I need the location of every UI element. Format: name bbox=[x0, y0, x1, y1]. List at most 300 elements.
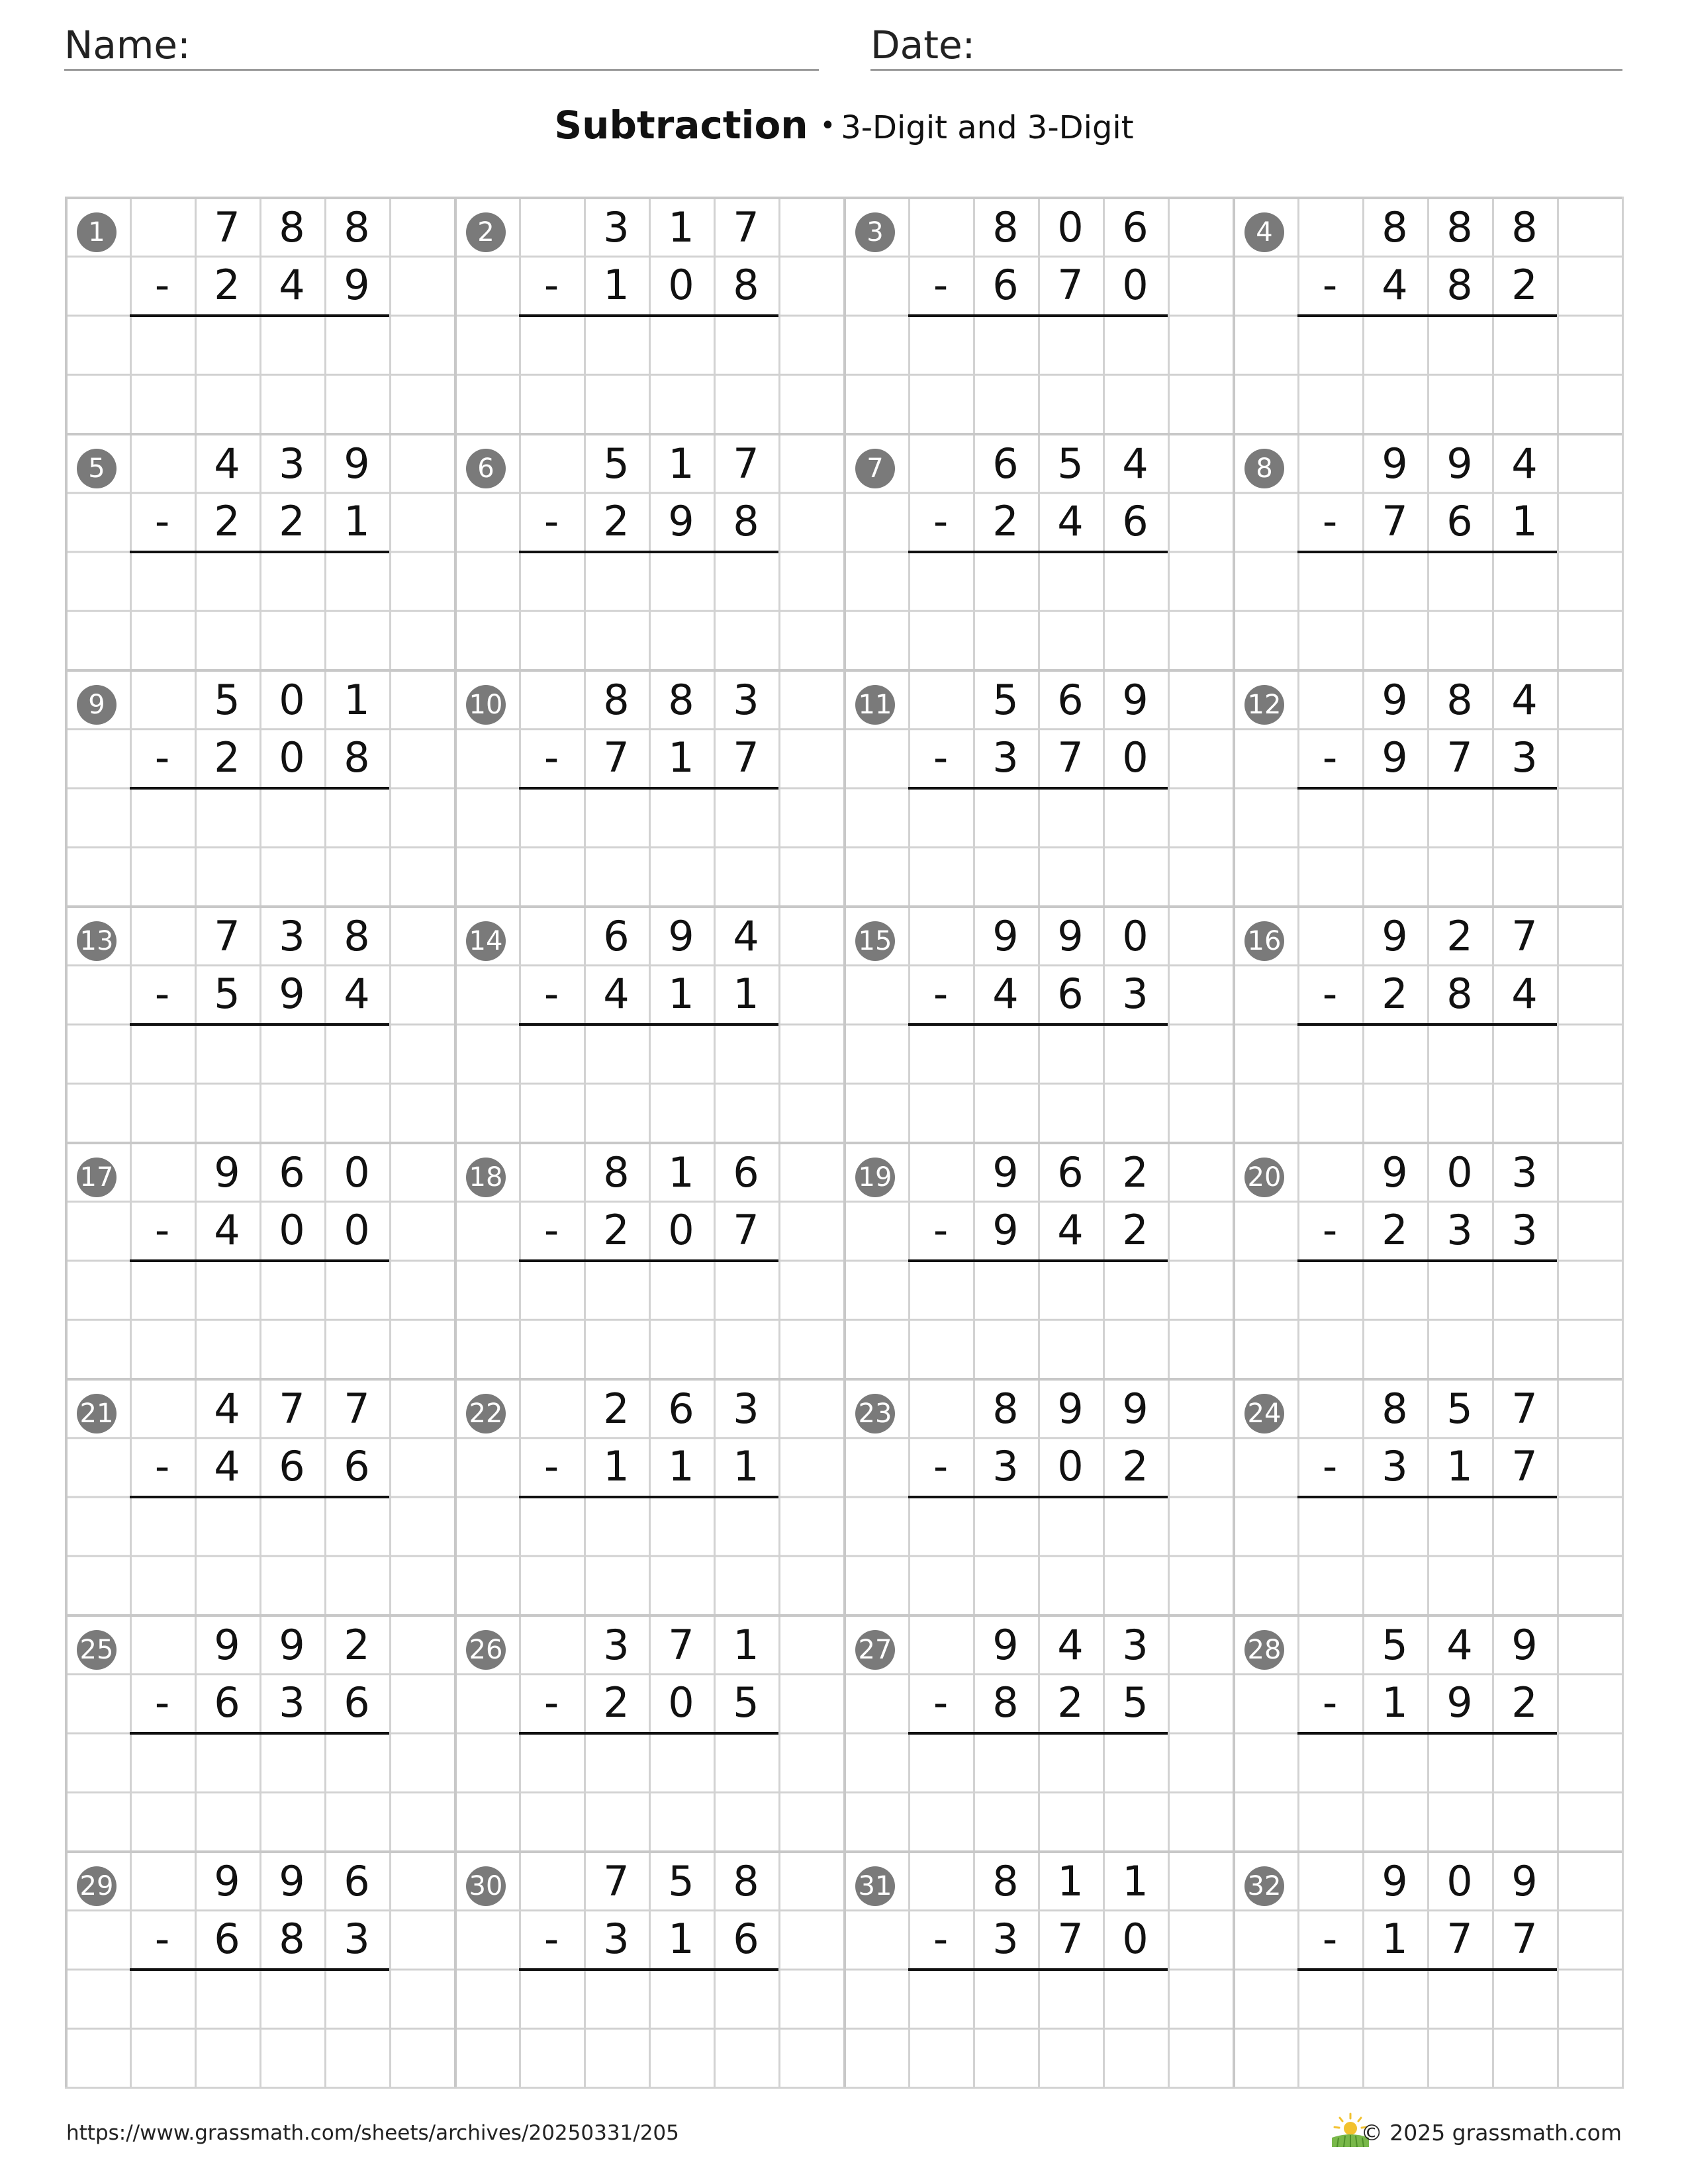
answer-line bbox=[519, 1968, 778, 1971]
answer-line bbox=[519, 551, 778, 553]
minuend-digit: 9 bbox=[214, 1857, 240, 1905]
answer-line bbox=[519, 314, 778, 317]
subtrahend-digit: 9 bbox=[1382, 733, 1408, 782]
subtrahend-digit: 3 bbox=[992, 1915, 1019, 1964]
minus-sign: - bbox=[543, 1915, 559, 1964]
problem-number-badge: 23 bbox=[855, 1394, 895, 1433]
minus-sign: - bbox=[933, 733, 949, 782]
subtrahend-digit: 4 bbox=[279, 261, 305, 310]
subtrahend-digit: 8 bbox=[733, 497, 759, 546]
subtrahend-digit: 6 bbox=[992, 261, 1019, 310]
minuend-digit: 4 bbox=[214, 1385, 240, 1433]
subtrahend-digit: 8 bbox=[733, 261, 759, 310]
subtrahend-digit: 3 bbox=[1511, 733, 1538, 782]
subtrahend-digit: 1 bbox=[733, 1442, 759, 1491]
subtrahend-digit: 7 bbox=[733, 1206, 759, 1255]
problem-number-badge: 6 bbox=[466, 449, 506, 488]
subtrahend-digit: 2 bbox=[1057, 1678, 1084, 1727]
answer-line bbox=[1297, 1968, 1557, 1971]
subtrahend-digit: 1 bbox=[1511, 497, 1538, 546]
problem-30 bbox=[454, 1850, 843, 2087]
minuend-digit: 0 bbox=[1446, 1857, 1473, 1905]
answer-line bbox=[130, 551, 389, 553]
answer-line bbox=[1297, 787, 1557, 790]
minuend-digit: 6 bbox=[1122, 203, 1149, 251]
minuend-digit: 0 bbox=[1446, 1148, 1473, 1197]
minuend-digit: 8 bbox=[279, 203, 305, 251]
subtrahend-digit: 6 bbox=[1057, 970, 1084, 1019]
subtrahend-digit: 7 bbox=[1382, 497, 1408, 546]
problem-number-badge: 8 bbox=[1244, 449, 1284, 488]
answer-line bbox=[519, 787, 778, 790]
problem-number-badge: 13 bbox=[77, 921, 117, 961]
subtrahend-digit: 2 bbox=[603, 1206, 630, 1255]
minuend-digit: 9 bbox=[1382, 1148, 1408, 1197]
title-bullet: • bbox=[820, 111, 836, 141]
minuend-digit: 0 bbox=[1122, 912, 1149, 960]
answer-line bbox=[519, 1023, 778, 1026]
minuend-digit: 0 bbox=[279, 676, 305, 724]
problem-11 bbox=[843, 669, 1233, 905]
minus-sign: - bbox=[1322, 1206, 1338, 1255]
subtrahend-digit: 2 bbox=[1382, 970, 1408, 1019]
subtrahend-digit: 4 bbox=[214, 1206, 240, 1255]
problem-2 bbox=[454, 197, 843, 433]
minus-sign: - bbox=[1322, 1915, 1338, 1964]
problem-number-badge: 1 bbox=[77, 212, 117, 252]
subtrahend-digit: 9 bbox=[668, 497, 694, 546]
problem-number-badge: 26 bbox=[466, 1630, 506, 1670]
subtrahend-digit: 5 bbox=[733, 1678, 759, 1727]
problem-25 bbox=[65, 1614, 454, 1850]
problem-number-badge: 29 bbox=[77, 1866, 117, 1906]
minuend-digit: 9 bbox=[1382, 676, 1408, 724]
subtrahend-digit: 4 bbox=[603, 970, 630, 1019]
minus-sign: - bbox=[154, 1442, 170, 1491]
problem-number-badge: 22 bbox=[466, 1394, 506, 1433]
subtrahend-digit: 0 bbox=[344, 1206, 370, 1255]
problem-number-badge: 10 bbox=[466, 685, 506, 725]
answer-line bbox=[1297, 314, 1557, 317]
minuend-digit: 8 bbox=[992, 1857, 1019, 1905]
subtrahend-digit: 3 bbox=[279, 1678, 305, 1727]
answer-line bbox=[908, 314, 1168, 317]
name-field[interactable] bbox=[64, 20, 819, 71]
problem-28 bbox=[1233, 1614, 1622, 1850]
minuend-digit: 7 bbox=[733, 203, 759, 251]
problem-14 bbox=[454, 905, 843, 1142]
problem-number-badge: 11 bbox=[855, 685, 895, 725]
minuend-digit: 2 bbox=[1446, 912, 1473, 960]
subtrahend-digit: 2 bbox=[1122, 1442, 1149, 1491]
minuend-digit: 8 bbox=[1446, 676, 1473, 724]
problem-18 bbox=[454, 1142, 843, 1378]
minus-sign: - bbox=[1322, 1442, 1338, 1491]
minus-sign: - bbox=[933, 970, 949, 1019]
minus-sign: - bbox=[543, 1442, 559, 1491]
minuend-digit: 5 bbox=[603, 439, 630, 488]
minuend-digit: 8 bbox=[344, 912, 370, 960]
subtrahend-digit: 8 bbox=[279, 1915, 305, 1964]
subtrahend-digit: 1 bbox=[668, 1442, 694, 1491]
minuend-digit: 1 bbox=[668, 439, 694, 488]
minuend-digit: 9 bbox=[279, 1621, 305, 1669]
minuend-digit: 8 bbox=[1382, 203, 1408, 251]
minus-sign: - bbox=[1322, 261, 1338, 310]
minuend-digit: 4 bbox=[1122, 439, 1149, 488]
subtrahend-digit: 0 bbox=[668, 1206, 694, 1255]
minuend-digit: 4 bbox=[1446, 1621, 1473, 1669]
subtrahend-digit: 1 bbox=[1382, 1678, 1408, 1727]
answer-line bbox=[1297, 551, 1557, 553]
minus-sign: - bbox=[154, 1915, 170, 1964]
subtrahend-digit: 7 bbox=[1057, 1915, 1084, 1964]
problem-27 bbox=[843, 1614, 1233, 1850]
problem-number-badge: 31 bbox=[855, 1866, 895, 1906]
minuend-digit: 6 bbox=[733, 1148, 759, 1197]
problem-number-badge: 17 bbox=[77, 1158, 117, 1197]
minus-sign: - bbox=[1322, 497, 1338, 546]
minuend-digit: 8 bbox=[992, 1385, 1019, 1433]
subtrahend-digit: 0 bbox=[1122, 261, 1149, 310]
problem-number-badge: 3 bbox=[855, 212, 895, 252]
footer-copyright: © 2025 grassmath.com bbox=[1360, 2120, 1622, 2146]
problem-17 bbox=[65, 1142, 454, 1378]
subtrahend-digit: 7 bbox=[1511, 1442, 1538, 1491]
problem-number-badge: 25 bbox=[77, 1630, 117, 1670]
minuend-digit: 7 bbox=[668, 1621, 694, 1669]
subtrahend-digit: 0 bbox=[668, 261, 694, 310]
minuend-digit: 9 bbox=[1446, 439, 1473, 488]
subtrahend-digit: 3 bbox=[1511, 1206, 1538, 1255]
subtrahend-digit: 2 bbox=[214, 497, 240, 546]
subtrahend-digit: 0 bbox=[1122, 1915, 1149, 1964]
problem-15 bbox=[843, 905, 1233, 1142]
subtrahend-digit: 9 bbox=[279, 970, 305, 1019]
minus-sign: - bbox=[543, 261, 559, 310]
subtrahend-digit: 1 bbox=[344, 497, 370, 546]
subtrahend-digit: 8 bbox=[1446, 261, 1473, 310]
subtrahend-digit: 4 bbox=[992, 970, 1019, 1019]
minuend-digit: 6 bbox=[668, 1385, 694, 1433]
subtrahend-digit: 0 bbox=[668, 1678, 694, 1727]
answer-line bbox=[130, 1259, 389, 1262]
subtrahend-digit: 3 bbox=[1382, 1442, 1408, 1491]
subtrahend-digit: 1 bbox=[668, 733, 694, 782]
minus-sign: - bbox=[1322, 970, 1338, 1019]
minus-sign: - bbox=[154, 261, 170, 310]
problem-10 bbox=[454, 669, 843, 905]
footer-url: https://www.grassmath.com/sheets/archives/20250331/205 bbox=[66, 2121, 679, 2145]
minuend-digit: 3 bbox=[603, 1621, 630, 1669]
minus-sign: - bbox=[933, 1442, 949, 1491]
answer-line bbox=[908, 787, 1168, 790]
subtrahend-digit: 0 bbox=[1122, 733, 1149, 782]
minus-sign: - bbox=[154, 970, 170, 1019]
problem-8 bbox=[1233, 433, 1622, 669]
minuend-digit: 5 bbox=[668, 1857, 694, 1905]
answer-line bbox=[130, 787, 389, 790]
subtrahend-digit: 7 bbox=[1446, 1915, 1473, 1964]
subtrahend-digit: 3 bbox=[1122, 970, 1149, 1019]
subtrahend-digit: 8 bbox=[344, 733, 370, 782]
answer-line bbox=[130, 1023, 389, 1026]
subtrahend-digit: 3 bbox=[992, 733, 1019, 782]
answer-line bbox=[519, 1732, 778, 1735]
minus-sign: - bbox=[543, 1678, 559, 1727]
problem-9 bbox=[65, 669, 454, 905]
subtrahend-digit: 1 bbox=[733, 970, 759, 1019]
problem-5 bbox=[65, 433, 454, 669]
answer-line bbox=[130, 1968, 389, 1971]
answer-line bbox=[908, 1732, 1168, 1735]
minuend-digit: 9 bbox=[214, 1148, 240, 1197]
answer-line bbox=[519, 1259, 778, 1262]
problem-1 bbox=[65, 197, 454, 433]
problem-12 bbox=[1233, 669, 1622, 905]
subtrahend-digit: 4 bbox=[1057, 497, 1084, 546]
minuend-digit: 8 bbox=[344, 203, 370, 251]
minus-sign: - bbox=[543, 1206, 559, 1255]
problem-number-badge: 4 bbox=[1244, 212, 1284, 252]
minus-sign: - bbox=[1322, 1678, 1338, 1727]
minuend-digit: 8 bbox=[1511, 203, 1538, 251]
minuend-digit: 7 bbox=[1511, 1385, 1538, 1433]
subtrahend-digit: 0 bbox=[279, 733, 305, 782]
minus-sign: - bbox=[154, 1206, 170, 1255]
minuend-digit: 3 bbox=[279, 439, 305, 488]
minus-sign: - bbox=[933, 1206, 949, 1255]
problem-19 bbox=[843, 1142, 1233, 1378]
minuend-digit: 9 bbox=[992, 912, 1019, 960]
problem-number-badge: 21 bbox=[77, 1394, 117, 1433]
subtrahend-digit: 3 bbox=[992, 1442, 1019, 1491]
worksheet-title bbox=[0, 103, 1688, 148]
minuend-digit: 7 bbox=[1511, 912, 1538, 960]
minuend-digit: 4 bbox=[214, 439, 240, 488]
minuend-digit: 5 bbox=[214, 676, 240, 724]
minuend-digit: 3 bbox=[733, 1385, 759, 1433]
subtrahend-digit: 9 bbox=[344, 261, 370, 310]
subtrahend-digit: 6 bbox=[214, 1915, 240, 1964]
problem-22 bbox=[454, 1378, 843, 1614]
problem-31 bbox=[843, 1850, 1233, 2087]
problem-20 bbox=[1233, 1142, 1622, 1378]
answer-line bbox=[1297, 1732, 1557, 1735]
minuend-digit: 8 bbox=[603, 676, 630, 724]
answer-line bbox=[908, 551, 1168, 553]
problem-number-badge: 2 bbox=[466, 212, 506, 252]
minuend-digit: 1 bbox=[1057, 1857, 1084, 1905]
minuend-digit: 8 bbox=[668, 676, 694, 724]
subtrahend-digit: 1 bbox=[603, 261, 630, 310]
subtrahend-digit: 2 bbox=[603, 497, 630, 546]
minuend-digit: 9 bbox=[992, 1621, 1019, 1669]
minuend-digit: 5 bbox=[1382, 1621, 1408, 1669]
subtrahend-digit: 9 bbox=[1446, 1678, 1473, 1727]
answer-line bbox=[519, 1496, 778, 1498]
problem-26 bbox=[454, 1614, 843, 1850]
minuend-digit: 8 bbox=[733, 1857, 759, 1905]
minuend-digit: 9 bbox=[1122, 1385, 1149, 1433]
subtrahend-digit: 1 bbox=[668, 1915, 694, 1964]
problem-32 bbox=[1233, 1850, 1622, 2087]
subtrahend-digit: 6 bbox=[214, 1678, 240, 1727]
minuend-digit: 6 bbox=[992, 439, 1019, 488]
minuend-digit: 1 bbox=[668, 1148, 694, 1197]
minuend-digit: 6 bbox=[1057, 676, 1084, 724]
minus-sign: - bbox=[154, 497, 170, 546]
answer-line bbox=[908, 1496, 1168, 1498]
minus-sign: - bbox=[543, 733, 559, 782]
minuend-digit: 1 bbox=[344, 676, 370, 724]
problem-number-badge: 27 bbox=[855, 1630, 895, 1670]
minuend-digit: 0 bbox=[1057, 203, 1084, 251]
minuend-digit: 9 bbox=[1511, 1857, 1538, 1905]
problem-21 bbox=[65, 1378, 454, 1614]
answer-line bbox=[908, 1023, 1168, 1026]
problem-24 bbox=[1233, 1378, 1622, 1614]
minuend-digit: 1 bbox=[1122, 1857, 1149, 1905]
subtrahend-digit: 8 bbox=[992, 1678, 1019, 1727]
problem-number-badge: 28 bbox=[1244, 1630, 1284, 1670]
title-main: Subtraction bbox=[554, 103, 808, 148]
subtrahend-digit: 4 bbox=[1511, 970, 1538, 1019]
minuend-digit: 3 bbox=[733, 676, 759, 724]
problem-29 bbox=[65, 1850, 454, 2087]
minuend-digit: 9 bbox=[1511, 1621, 1538, 1669]
answer-line bbox=[130, 1732, 389, 1735]
subtrahend-digit: 1 bbox=[668, 970, 694, 1019]
minuend-digit: 8 bbox=[1382, 1385, 1408, 1433]
problem-number-badge: 12 bbox=[1244, 685, 1284, 725]
minuend-digit: 7 bbox=[279, 1385, 305, 1433]
minuend-digit: 9 bbox=[214, 1621, 240, 1669]
problem-16 bbox=[1233, 905, 1622, 1142]
problem-23 bbox=[843, 1378, 1233, 1614]
minuend-digit: 6 bbox=[1057, 1148, 1084, 1197]
minus-sign: - bbox=[154, 1678, 170, 1727]
minuend-digit: 9 bbox=[279, 1857, 305, 1905]
answer-line bbox=[130, 1496, 389, 1498]
subtrahend-digit: 1 bbox=[1446, 1442, 1473, 1491]
minuend-digit: 4 bbox=[733, 912, 759, 960]
minuend-digit: 8 bbox=[603, 1148, 630, 1197]
subtrahend-digit: 2 bbox=[1122, 1206, 1149, 1255]
answer-line bbox=[1297, 1496, 1557, 1498]
minuend-digit: 9 bbox=[1057, 1385, 1084, 1433]
problem-number-badge: 18 bbox=[466, 1158, 506, 1197]
minuend-digit: 9 bbox=[992, 1148, 1019, 1197]
subtrahend-digit: 6 bbox=[1122, 497, 1149, 546]
subtrahend-digit: 3 bbox=[344, 1915, 370, 1964]
problem-6 bbox=[454, 433, 843, 669]
minuend-digit: 6 bbox=[344, 1857, 370, 1905]
subtrahend-digit: 0 bbox=[279, 1206, 305, 1255]
minuend-digit: 7 bbox=[214, 203, 240, 251]
subtrahend-digit: 2 bbox=[1511, 261, 1538, 310]
minuend-digit: 2 bbox=[344, 1621, 370, 1669]
minuend-digit: 2 bbox=[1122, 1148, 1149, 1197]
subtrahend-digit: 6 bbox=[279, 1442, 305, 1491]
problem-7 bbox=[843, 433, 1233, 669]
problem-3 bbox=[843, 197, 1233, 433]
date-label: Date: bbox=[870, 23, 976, 68]
subtrahend-digit: 1 bbox=[603, 1442, 630, 1491]
subtrahend-digit: 3 bbox=[603, 1915, 630, 1964]
answer-line bbox=[1297, 1023, 1557, 1026]
subtrahend-digit: 7 bbox=[603, 733, 630, 782]
minuend-digit: 9 bbox=[668, 912, 694, 960]
subtrahend-digit: 7 bbox=[1446, 733, 1473, 782]
problem-number-badge: 19 bbox=[855, 1158, 895, 1197]
minuend-digit: 6 bbox=[279, 1148, 305, 1197]
answer-line bbox=[1297, 1259, 1557, 1262]
problem-4 bbox=[1233, 197, 1622, 433]
problem-number-badge: 9 bbox=[77, 685, 117, 725]
minuend-digit: 4 bbox=[1511, 439, 1538, 488]
subtrahend-digit: 3 bbox=[1446, 1206, 1473, 1255]
subtrahend-digit: 6 bbox=[344, 1442, 370, 1491]
subtrahend-digit: 4 bbox=[344, 970, 370, 1019]
subtrahend-digit: 2 bbox=[1511, 1678, 1538, 1727]
minuend-digit: 7 bbox=[344, 1385, 370, 1433]
title-subtitle: 3-Digit and 3-Digit bbox=[841, 109, 1134, 146]
subtrahend-digit: 5 bbox=[214, 970, 240, 1019]
minuend-digit: 8 bbox=[1446, 203, 1473, 251]
minuend-digit: 8 bbox=[992, 203, 1019, 251]
minus-sign: - bbox=[543, 497, 559, 546]
minuend-digit: 0 bbox=[344, 1148, 370, 1197]
subtrahend-digit: 2 bbox=[214, 261, 240, 310]
answer-line bbox=[908, 1968, 1168, 1971]
subtrahend-digit: 0 bbox=[1057, 1442, 1084, 1491]
problem-number-badge: 5 bbox=[77, 449, 117, 488]
date-field[interactable] bbox=[870, 20, 1622, 71]
problem-number-badge: 30 bbox=[466, 1866, 506, 1906]
problem-number-badge: 16 bbox=[1244, 921, 1284, 961]
subtrahend-digit: 1 bbox=[1382, 1915, 1408, 1964]
minuend-digit: 3 bbox=[279, 912, 305, 960]
problem-number-badge: 15 bbox=[855, 921, 895, 961]
minus-sign: - bbox=[543, 970, 559, 1019]
minuend-digit: 3 bbox=[603, 203, 630, 251]
subtrahend-digit: 4 bbox=[1382, 261, 1408, 310]
problem-number-badge: 32 bbox=[1244, 1866, 1284, 1906]
subtrahend-digit: 2 bbox=[1382, 1206, 1408, 1255]
subtrahend-digit: 2 bbox=[992, 497, 1019, 546]
minuend-digit: 3 bbox=[1122, 1621, 1149, 1669]
subtrahend-digit: 5 bbox=[1122, 1678, 1149, 1727]
minus-sign: - bbox=[933, 1678, 949, 1727]
minus-sign: - bbox=[154, 733, 170, 782]
subtrahend-digit: 6 bbox=[1446, 497, 1473, 546]
minuend-digit: 9 bbox=[344, 439, 370, 488]
problem-number-badge: 20 bbox=[1244, 1158, 1284, 1197]
minus-sign: - bbox=[933, 1915, 949, 1964]
name-label: Name: bbox=[64, 23, 191, 68]
minuend-digit: 7 bbox=[214, 912, 240, 960]
subtrahend-digit: 7 bbox=[1057, 733, 1084, 782]
minuend-digit: 5 bbox=[1057, 439, 1084, 488]
minuend-digit: 5 bbox=[992, 676, 1019, 724]
minus-sign: - bbox=[1322, 733, 1338, 782]
minus-sign: - bbox=[933, 261, 949, 310]
problem-number-badge: 24 bbox=[1244, 1394, 1284, 1433]
answer-line bbox=[908, 1259, 1168, 1262]
subtrahend-digit: 7 bbox=[1057, 261, 1084, 310]
subtrahend-digit: 9 bbox=[992, 1206, 1019, 1255]
